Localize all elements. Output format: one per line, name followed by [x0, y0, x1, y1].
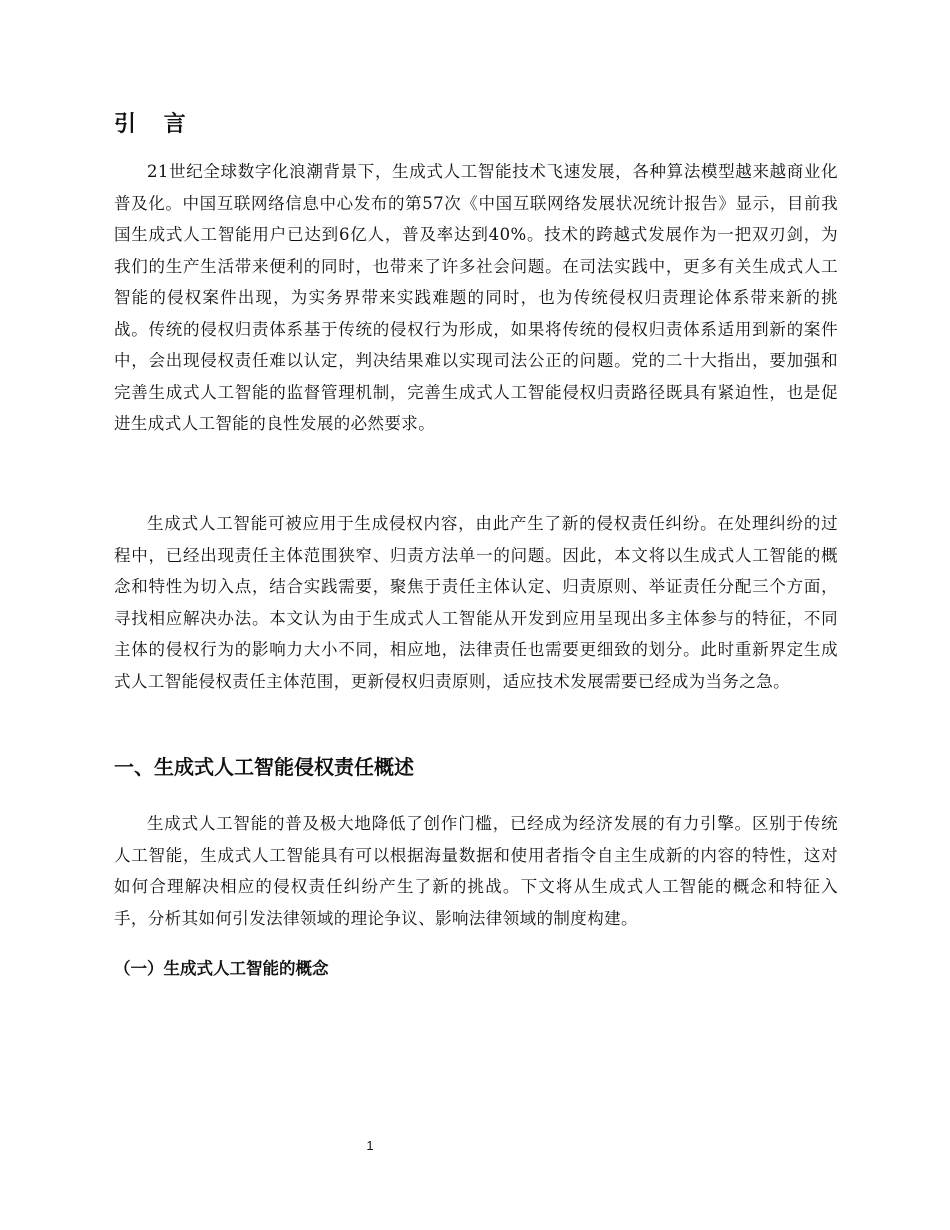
- intro-heading: 引 言: [114, 112, 196, 137]
- subsection-heading: （一）生成式人工智能的概念: [114, 959, 329, 978]
- intro-paragraph-1: 21世纪全球数字化浪潮背景下，生成式人工智能技术飞速发展，各种算法模型越来越商业化普及化。中国互联网络信息中心发布的第57次《中国互联网络发展状况统计报告》显示，目前我国生成式人工智能用户已达到6亿人，普及率达到40%。技术的跨越式发展作为一把双刃剑，为我们的生产生活带来便利的同时，也带来了许多社会问题。在司法实践中，更多有关生成式人工智能的侵权案件出现，为实务界带来实践难题的同时，也为传统侵权归责理论体系带来新的挑战。传统的侵权归责体系基于传统的侵权行为形成，如果将传统的侵权归责体系适用到新的案件中，会出现侵权责任难以认定，判决结果难以实现司法公正的问题。党的二十大指出，要加强和完善生成式人工智能的监督管理机制，完善生成式人工智能侵权归责路径既具有紧迫性，也是促进生成式人工智能的良性发展的必然要求。: [114, 162, 838, 433]
- section-heading: 一、生成式人工智能侵权责任概述: [114, 755, 414, 779]
- intro-paragraph-2: 生成式人工智能可被应用于生成侵权内容，由此产生了新的侵权责任纠纷。在处理纠纷的过程中，已经出现责任主体范围狭窄、归责方法单一的问题。因此，本文将以生成式人工智能的概念和特性为切入点，结合实践需要，聚焦于责任主体认定、归责原则、举证责任分配三个方面，寻找相应解决办法。本文认为由于生成式人工智能从开发到应用呈现出多主体参与的特征，不同主体的侵权行为的影响力大小不同，相应地，法律责任也需要更细致的划分。此时重新界定生成式人工智能侵权责任主体范围，更新侵权归责原则，适应技术发展需要已经成为当务之急。: [114, 514, 838, 691]
- section-paragraph-1: 生成式人工智能的普及极大地降低了创作门槛，已经成为经济发展的有力引擎。区别于传统人工智能，生成式人工智能具有可以根据海量数据和使用者指令自主生成新的内容的特性，这对如何合理解决相应的侵权责任纠纷产生了新的挑战。下文将从生成式人工智能的概念和特征入手，分析其如何引发法律领域的理论争议、影响法律领域的制度构建。: [114, 814, 838, 928]
- page-number: 1: [366, 1138, 374, 1153]
